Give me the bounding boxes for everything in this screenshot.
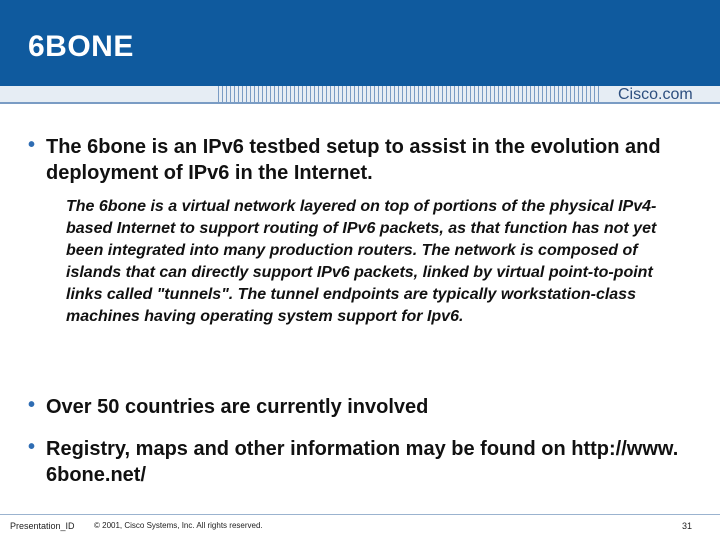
slide-title: 6BONE [28,30,134,63]
footer-divider [0,514,720,515]
footer-presentation-id: Presentation_ID [10,521,75,531]
footer-page-number: 31 [681,521,692,531]
bullet-text-3: Registry, maps and other information may be found on http://www. 6bone.net/ [46,438,679,486]
bullet-dot-icon: • [28,394,36,416]
header-rule [0,102,720,104]
bullet-dot-icon: • [28,436,36,458]
footer-copyright: © 2001, Cisco Systems, Inc. All rights reserved. [94,521,263,530]
bullet-text-2: Over 50 countries are currently involved [46,396,429,418]
decorative-stripes [218,86,600,102]
sub-paragraph: The 6bone is a virtual network layered on top of portions of the physical IPv4-based Internet to support routing of IPv6 packets, as that function has not yet been integrated into many production routers. The network is composed of islands that can directly support IPv6 packets, linked by virtual point-to-point links called "tunnels". The tunnel endpoints are typically workstation-class machines having operating system support for Ipv6. [66,198,657,325]
cisco-logo: Cisco.com [618,86,693,103]
bullet-text-1: The 6bone is an IPv6 testbed setup to assist in the evolution and deployment of IPv6 in the Internet. [46,136,661,184]
bullet-dot-icon: • [28,134,36,156]
